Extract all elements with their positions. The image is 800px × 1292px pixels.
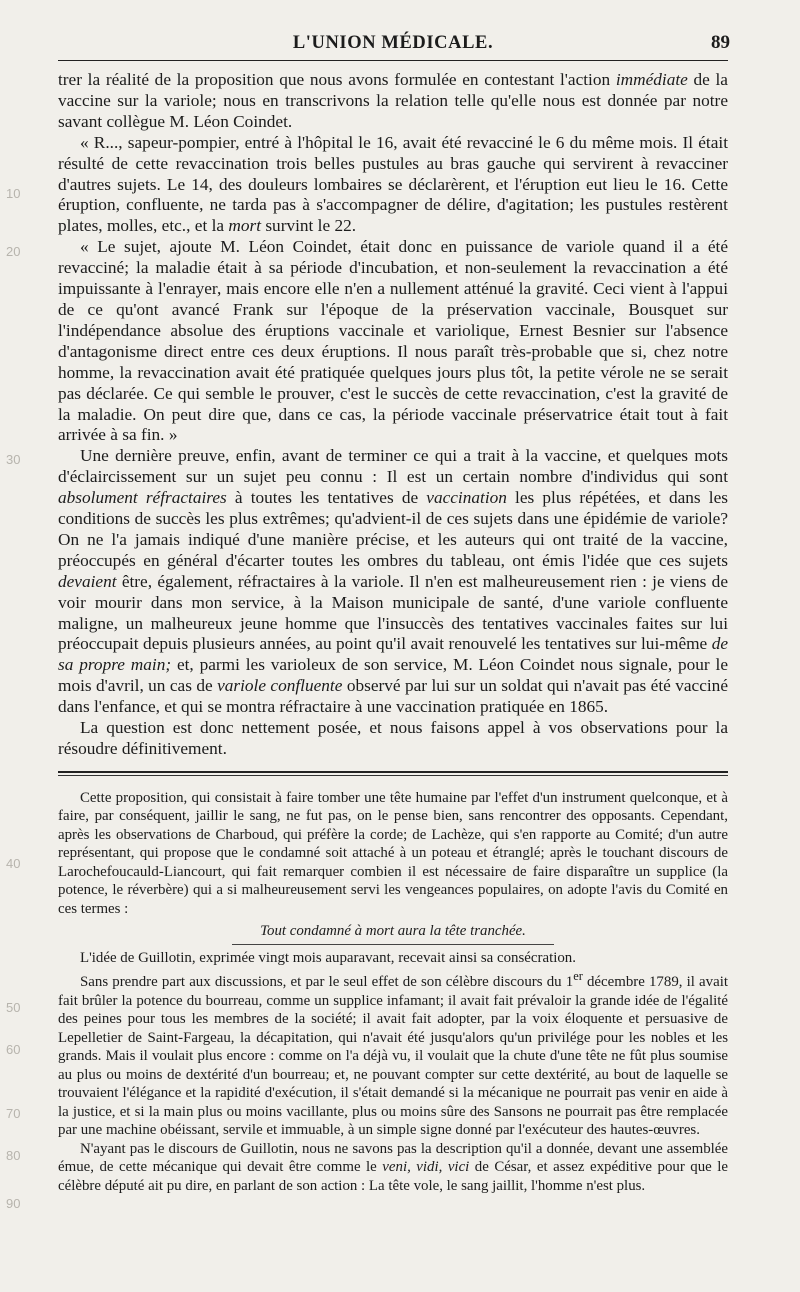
paragraph	[58, 70, 728, 133]
feuilleton-text	[58, 789, 728, 1195]
text-run: survint le 22.	[261, 216, 357, 236]
margin-number: 80	[6, 1148, 21, 1163]
text-run: et, parmi les varioleux de son service, M. Léon Coindet nous signale, pour le mois d'avril, un cas de	[58, 655, 728, 696]
text-run: Une dernière preuve, enfin, avant de terminer ce qui a trait à la vaccine, et quelques mots d'éclaircissement sur un sujet peu connu : Il est un certain nombre d'individus qui sont	[58, 446, 728, 487]
margin-number: 20	[6, 244, 21, 259]
text-run: à toutes les tentatives de	[226, 488, 427, 508]
paragraph	[58, 967, 728, 1139]
quote-underline	[232, 944, 554, 945]
margin-number: 50	[6, 1000, 21, 1015]
paragraph	[58, 133, 728, 238]
text-run: N'ayant pas le discours de Guillotin, nous ne savons pas la description qu'il a donnée, devant une assemblée émue, de cette mécanique qui devait être comme le	[58, 1140, 728, 1176]
paragraph: Cette proposition, qui consistait à faire tomber une tête humaine par l'effet d'un instrument quelconque, et à faire, par conséquent, jaillir le sang, ne fut pas, on le pense bien, sans rencontrer des opposants. Cependant, après les observations de Charboud, qui préfère la corde; de Lachèze, qui s'en rapporte au Comité; d'un autre représentant, qui propose que le condamné soit attaché à un poteau et étranglé; après le touchant discours de Larochefoucauld-Liancourt, qui fait remarquer combien il est nécessaire de faire disparaître un supplice (la potence, le réverbère) qui a si malheureusement servi les vengeances populaires, on adopte l'avis du Comité en ces termes :	[58, 789, 728, 917]
section-divider	[58, 771, 728, 776]
italic-run: variole confluente	[217, 676, 343, 696]
italic-run: immédiate	[615, 70, 688, 89]
paragraph: L'idée de Guillotin, exprimée vingt mois auparavant, recevait ainsi sa consécration.	[80, 949, 576, 966]
margin-number: 40	[6, 856, 21, 871]
main-text	[58, 70, 728, 760]
paragraph: La question est donc nettement posée, et nous faisons appel à vos observations pour la résoudre définitivement.	[58, 718, 728, 758]
italic-run: absolument réfractaires	[58, 488, 227, 508]
text-run: de César, et assez expéditive pour que le célèbre député ait pu dire, en parlant de son action : La tête vole, le sang jaillit, l'homme n'est plus.	[58, 1159, 729, 1194]
margin-number: 90	[6, 1196, 21, 1211]
text-run: les plus répétées, et dans les conditions de succès les plus extrêmes; qu'advient-il de ces sujets dans une épidémie de variole? On ne l'a jamais indiqué d'une manière précise, et les auteurs qui ont traité de la vaccine, préoccupés en général d'écarter toutes les ombres du tableau, ont émis l'idée que ces sujets	[58, 488, 728, 570]
text-run: observé par lui sur un soldat qui n'avait pas été vacciné dans l'enfance, et qui se montra réfractaire à une vaccination pratiquée en 1865.	[58, 676, 728, 717]
italic-run: vaccination	[426, 488, 507, 508]
text-run: décembre 1789, il avait fait brûler la potence du bourreau, comme un supplice infamant; il avait fait prévaloir la grande idée de l'égalité des peines pour tous les membres de la société; il avait fait adopter, par la voix éloquente et persuasive de Lepelletier de Saint-Fargeau, la décapitation, qui n'avait été jusqu'alors qu'un privilége pour les nobles et les grands. Mais il voulait plus encore : comme on l'a déjà vu, il voulait que la chute d'une tête ne fût plus soumise au plus ou moins de dextérité d'un bourreau; et, ne pouvant compter sur cette dextérité, au bout de laquelle se trouvaient l'élégance et la rapidité d'exécution, il s'était demandé si la mécanique ne pourrait pas venir en aide à la justice, et si la main plus ou moins vacillante, plus ou moins sûre des Sansons ne pourrait pas être remplacée par une machine obéissant, servile et immuable, à un simple signe donné par l'exécuteur des hautes-œuvres.	[58, 974, 728, 1139]
text-run: Sans prendre part aux discussions, et par le seul effet de son célèbre discours du 1	[80, 974, 574, 991]
italic-run: de sa propre main;	[58, 634, 728, 675]
margin-number: 10	[6, 186, 21, 201]
margin-number: 60	[6, 1042, 21, 1057]
text-run: « R..., sapeur-pompier, entré à l'hôpital le 16, avait été revacciné le 6 du même mois. Il était résulté de cette revaccination trois belles pustules au bras gauche qui servirent à revacciner d'autres sujets. Le 14, des douleurs lombaires se déclarèrent, et l'éruption eut lieu le 16. Cette éruption, confluente, ne tarda pas à s'accompagner de délire, d'agitation; les pustules restèrent plates, molles, etc., et la	[58, 132, 728, 236]
page-number: 89	[711, 32, 730, 53]
superscript: er	[573, 969, 583, 984]
text-run: trer la réalité de la proposition que nous avons formulée en contestant l'action	[58, 70, 616, 89]
italic-run: devaient	[58, 571, 117, 591]
margin-number: 30	[6, 452, 21, 467]
page-header	[58, 30, 728, 61]
centered-quote: Tout condamné à mort aura la tête tranchée.	[260, 923, 526, 940]
divider-rule	[58, 771, 728, 773]
running-title: L'UNION MÉDICALE.	[292, 33, 494, 53]
divider-rule	[58, 775, 728, 776]
text-run: de la vaccine sur la variole; nous en transcrivons la relation telle qu'elle nous est donnée par notre savant collègue M. Léon Coindet.	[58, 70, 728, 131]
text-run: être, également, réfractaires à la variole. Il n'en est malheureusement rien : je viens de voir mourir dans mon service, à la Maison municipale de santé, d'une variole confluente maligne, un malheureux jeune homme que l'insuccès des tentatives vaccinales faites sur lui préoccupait depuis plusieurs années, au point qu'il avait renouvelé les tentatives sur lui-même	[58, 571, 728, 654]
paragraph	[58, 1140, 728, 1196]
italic-run: mort	[228, 216, 262, 236]
margin-number: 70	[6, 1106, 21, 1121]
italic-run: veni, vidi, vici	[382, 1159, 470, 1176]
paragraph	[58, 446, 728, 718]
paragraph: « Le sujet, ajoute M. Léon Coindet, était donc en puissance de variole quand il a été revacciné; la maladie était à sa période d'incubation, et non-seulement la revaccination a été impuissante à l'enrayer, mais encore elle n'en a nullement atténué la gravité. Ceci vient à l'appui de ce qu'ont avancé Frank sur l'époque de la préservation vaccinale, Bousquet sur l'indépendance absolue des éruptions vaccinale et variolique, Ernest Besnier sur l'absence d'antagonisme direct entre ces deux éruptions. Il nous paraît très-probable que si, chez notre homme, la revaccination avait été pratiquée quelques jours plus tôt, la petite vérole ne se serait pas déclarée. Ce qui semble le prouver, c'est le succès de cette revaccination, c'est la gravité de la maladie. On peut dire que, dans ce cas, la période vaccinale préservatrice était tout à fait arrivée à sa fin. »	[58, 237, 728, 445]
